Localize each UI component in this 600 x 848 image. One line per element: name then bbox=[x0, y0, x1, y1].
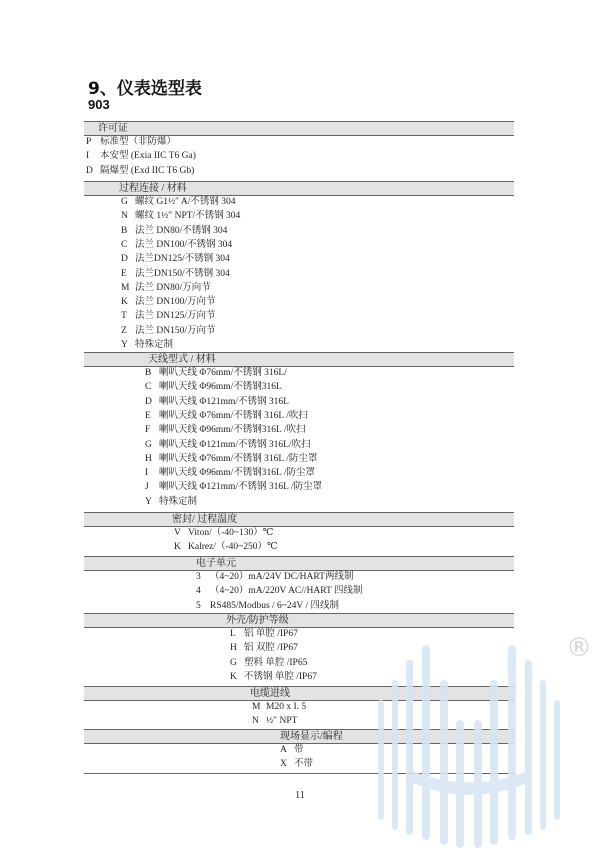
option-code: I bbox=[145, 468, 149, 479]
option-code: K bbox=[230, 671, 237, 682]
option-text: 螺纹 1½″ NPT/不锈钢 304 bbox=[135, 211, 241, 222]
option-row bbox=[230, 642, 298, 655]
option-text: （4~20）mA/220V AC//HART 四线制 bbox=[210, 586, 363, 597]
section-header bbox=[84, 181, 514, 196]
option-code: D bbox=[86, 165, 93, 176]
option-text: Viton/（-40~130）℃ bbox=[188, 528, 274, 538]
option-code: G bbox=[121, 197, 128, 207]
option-code: 3 bbox=[196, 572, 201, 582]
section-header bbox=[84, 121, 514, 136]
option-row bbox=[196, 585, 363, 598]
option-code: I bbox=[86, 151, 90, 162]
option-text: （4~20）mA/24V DC/HART两线制 bbox=[210, 572, 354, 582]
section-header-label: 外壳/防护等级 bbox=[226, 615, 289, 626]
option-code: B bbox=[145, 368, 152, 378]
option-code: J bbox=[145, 482, 149, 493]
section-header-label: 现场显示/编程 bbox=[280, 731, 343, 742]
option-text: 喇叭天线 Φ76mm/不锈钢 316L /吹扫 bbox=[159, 410, 308, 421]
option-row bbox=[196, 600, 339, 613]
option-code: 5 bbox=[196, 600, 201, 611]
option-code: N bbox=[252, 716, 259, 727]
option-row bbox=[174, 541, 278, 554]
option-code: H bbox=[145, 453, 152, 464]
option-row bbox=[86, 136, 176, 149]
option-code: E bbox=[121, 268, 127, 279]
option-code: G bbox=[230, 657, 237, 668]
option-text: 塑料 单腔 /IP65 bbox=[244, 657, 308, 668]
option-text: 喇叭天线 Φ121mm/不锈钢 316L bbox=[159, 396, 289, 407]
option-text: 不带 bbox=[294, 759, 314, 770]
option-text: 法兰 DN125/万向节 bbox=[135, 311, 216, 322]
option-text: 法兰 DN80/万向节 bbox=[135, 282, 211, 293]
option-text: ½″ NPT bbox=[266, 716, 298, 727]
option-text: 铝 单腔 /IP67 bbox=[244, 629, 298, 639]
option-row bbox=[145, 367, 287, 380]
section-header-label: 电缆进线 bbox=[250, 688, 290, 699]
option-text: M20 x I. 5 bbox=[266, 702, 307, 712]
option-code: X bbox=[280, 759, 287, 770]
section-header-label: 过程连接 / 材料 bbox=[119, 183, 187, 194]
option-row bbox=[230, 657, 307, 670]
option-text: RS485/Modbus / 6~24V / 四线制 bbox=[210, 600, 340, 611]
option-row bbox=[145, 496, 197, 509]
option-code: M bbox=[121, 282, 130, 293]
section-header bbox=[84, 556, 514, 571]
option-row bbox=[196, 571, 353, 584]
option-code: K bbox=[174, 542, 181, 553]
option-row bbox=[145, 453, 317, 466]
option-row bbox=[121, 253, 230, 266]
option-row bbox=[145, 481, 322, 494]
option-row bbox=[121, 268, 230, 281]
option-row bbox=[86, 165, 194, 178]
option-code: B bbox=[121, 225, 128, 236]
option-text: 特殊定制 bbox=[159, 496, 198, 507]
page-title: 9、仪表选型表 bbox=[88, 79, 202, 99]
option-code: K bbox=[121, 297, 128, 308]
option-row bbox=[280, 744, 304, 757]
option-code: C bbox=[121, 239, 128, 250]
option-code: N bbox=[121, 211, 128, 222]
option-row bbox=[121, 339, 173, 352]
option-row bbox=[145, 439, 311, 452]
option-text: 特殊定制 bbox=[135, 340, 174, 350]
option-code: Y bbox=[145, 496, 152, 507]
section-header-label: 天线型式 / 材料 bbox=[148, 354, 216, 365]
option-row bbox=[121, 210, 240, 223]
option-code: F bbox=[145, 425, 151, 436]
option-code: L bbox=[230, 629, 236, 639]
option-row bbox=[230, 671, 317, 684]
option-text: 法兰 DN100/不锈钢 304 bbox=[135, 239, 233, 250]
option-code: H bbox=[230, 643, 237, 654]
option-text: 法兰 DN100/万向节 bbox=[135, 297, 216, 308]
option-row bbox=[145, 381, 282, 394]
option-text: 法兰DN150/不锈钢 304 bbox=[135, 268, 230, 279]
option-row bbox=[252, 701, 306, 714]
section-header-label: 许可证 bbox=[98, 123, 128, 134]
option-code: M bbox=[252, 702, 261, 712]
section-header bbox=[84, 352, 514, 367]
option-text: 法兰 DN80/不锈钢 304 bbox=[135, 225, 228, 236]
page-number: 11 bbox=[295, 790, 305, 801]
option-text: 隔爆型 (Exd IIC T6 Gb) bbox=[100, 165, 195, 176]
option-row bbox=[252, 715, 297, 728]
registered-mark: ® bbox=[566, 633, 592, 663]
section-header-label: 电子单元 bbox=[196, 558, 236, 569]
option-text: 喇叭天线 Φ96mm/不锈钢316L /吹扫 bbox=[159, 425, 306, 436]
option-code: Y bbox=[121, 340, 128, 350]
option-row bbox=[121, 239, 232, 252]
option-row bbox=[145, 410, 308, 423]
option-row bbox=[121, 296, 216, 309]
section-header bbox=[84, 512, 514, 527]
option-text: 不锈钢 单腔 /IP67 bbox=[244, 671, 317, 682]
option-row bbox=[121, 310, 216, 323]
option-row bbox=[121, 196, 236, 209]
option-code: Z bbox=[121, 325, 127, 336]
option-text: 喇叭天线 Φ76mm/不锈钢 316L /防尘罩 bbox=[159, 453, 318, 464]
option-row bbox=[121, 325, 216, 338]
option-text: 法兰 DN150/万向节 bbox=[135, 325, 216, 336]
option-code: V bbox=[174, 528, 181, 538]
option-row bbox=[145, 424, 305, 437]
option-code: C bbox=[145, 382, 152, 393]
option-text: 标准型（非防爆） bbox=[100, 137, 177, 147]
option-code: D bbox=[145, 396, 152, 407]
option-row bbox=[145, 396, 289, 409]
option-text: 喇叭天线 Φ76mm/不锈钢 316L/ bbox=[159, 368, 287, 378]
option-row bbox=[280, 758, 313, 771]
section-header-label: 密封/ 过程温度 bbox=[172, 514, 238, 525]
option-code: T bbox=[121, 311, 127, 322]
option-code: D bbox=[121, 254, 128, 265]
option-row bbox=[86, 150, 196, 163]
option-code: 4 bbox=[196, 586, 201, 597]
option-row bbox=[121, 225, 227, 238]
option-text: Kalrez/（-40~250）℃ bbox=[188, 542, 278, 553]
option-text: 喇叭天线 Φ96mm/不锈钢316L bbox=[159, 382, 282, 393]
option-text: 螺纹 G1½″ A/不锈钢 304 bbox=[135, 197, 236, 207]
option-row bbox=[174, 527, 273, 540]
option-row bbox=[145, 467, 315, 480]
option-text: 本安型 (Exia IIC T6 Ga) bbox=[100, 151, 196, 162]
brand-watermark-logo bbox=[370, 620, 600, 848]
option-code: P bbox=[86, 137, 92, 147]
option-code: E bbox=[145, 410, 151, 421]
option-text: 铝 双腔 /IP67 bbox=[244, 643, 298, 654]
option-text: 喇叭天线 Φ121mm/不锈钢 316L /防尘罩 bbox=[159, 482, 323, 493]
option-code: G bbox=[145, 439, 152, 450]
option-text: 法兰DN125/不锈钢 304 bbox=[135, 254, 230, 265]
option-text: 带 bbox=[294, 745, 304, 755]
option-text: 喇叭天线 Φ96mm/不锈钢316L /防尘罩 bbox=[159, 468, 315, 479]
option-row bbox=[230, 628, 298, 641]
option-code: A bbox=[280, 745, 287, 755]
option-text: 喇叭天线 Φ121mm/不锈钢 316L/吹扫 bbox=[159, 439, 311, 450]
model-number: 903 bbox=[88, 97, 110, 112]
option-row bbox=[121, 282, 211, 295]
